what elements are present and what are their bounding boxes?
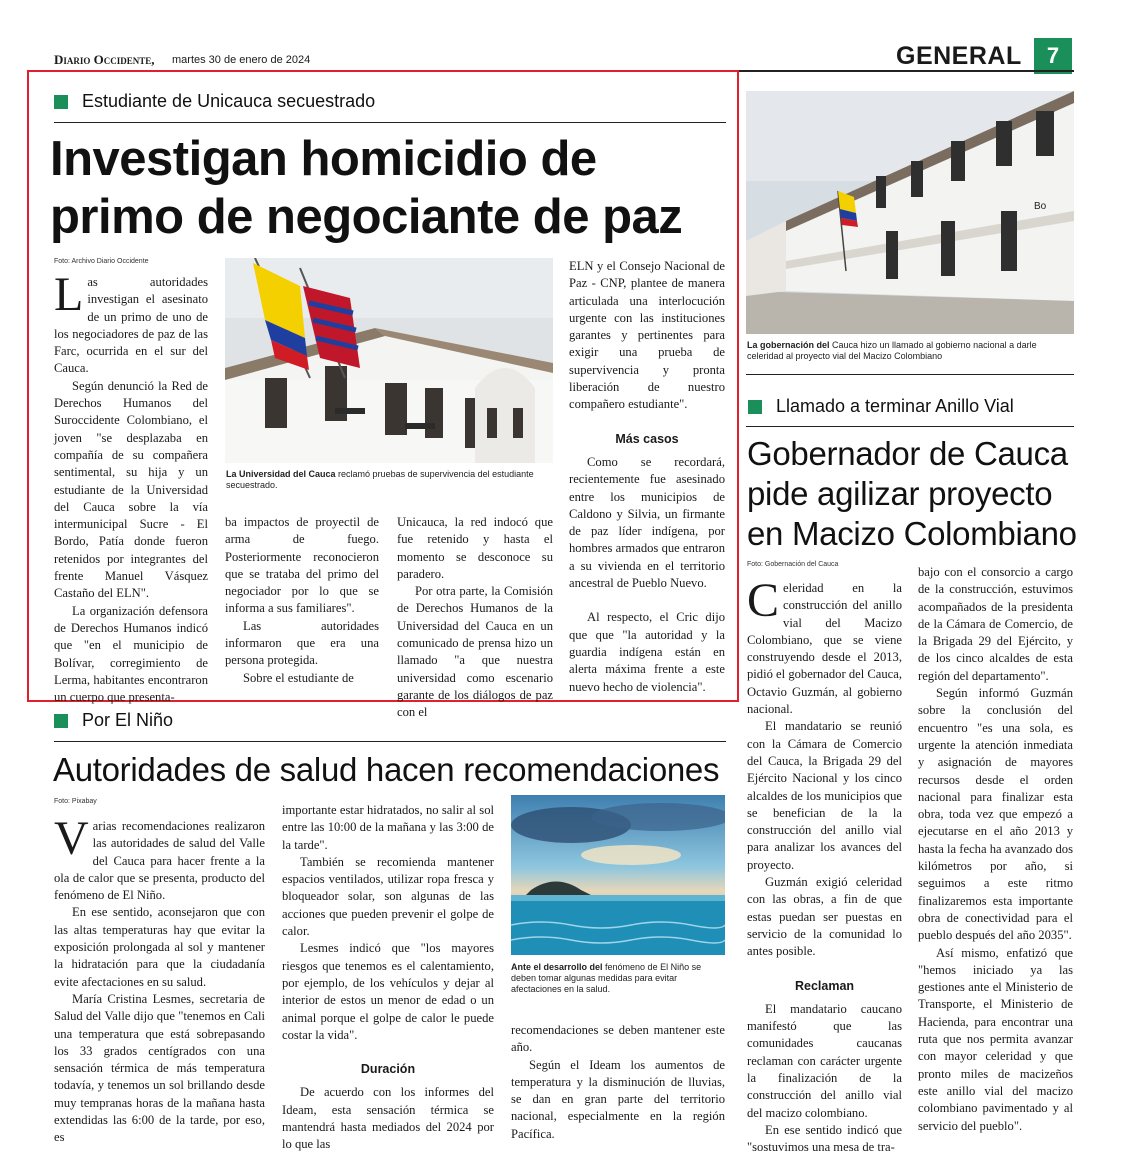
story1-caption-text: reclamó pruebas de supervivencia del estudiante secuestrado. xyxy=(226,469,534,490)
story1-headline-line2: primo de negociante de paz xyxy=(50,190,683,244)
story3-kicker-label: Llamado a terminar Anillo Vial xyxy=(776,396,1014,416)
story1-kicker xyxy=(54,91,375,112)
story2-headline: Autoridades de salud hacen recomendaciones xyxy=(53,751,720,788)
story1-col1-p2: Según denunció la Red de Derechos Humanos del Suroccidente Colombiano, el joven "se desplazaba en compañía de su compañera sentimental, su hija y un estudiante de la Universidad del Cauca sobre la vía intermunicipal Sucre - El Bordo, Patía donde fueron retenidos por integrantes del frente Manuel Vásquez Castaño del ELN". xyxy=(54,378,208,601)
story1-col4-p2: Al respecto, el Cric dijo que que "la autoridad y la guardia indígena están en alerta máxima frente a este nuevo hecho de violencia". xyxy=(569,610,725,694)
story2-col1 xyxy=(54,812,265,1147)
masthead xyxy=(54,42,1074,72)
story2-photo-credit: Foto: Pixabay xyxy=(54,798,97,805)
story3-col1-p2: El mandatario se reunió con la Cámara de Comercio del Cauca, la Brigada 29 del Ejército Nacional y los cinco alcaldes de los municipios que se benefician de la la construcción del anillo vial para analizar los avances del proyecto. xyxy=(747,719,902,872)
story1-col4-top: ELN y el Consejo Nacional de Paz - CNP, plantee de manera articulada una interlocución urgente con las instituciones garantes y pertinentes para exigir una prueba de supervivencia y pronta liberación de nuestro compañero estudiante". xyxy=(569,259,725,412)
story2-col2 xyxy=(282,802,494,1154)
story2-col2-p3: Lesmes indicó que "los mayores riesgos que tenemos es el calentamiento, por ejemplo, de los vehículos y dejar al interior de estos un menor de edad o un animal porque el golpe de calor le puede costar la vida". xyxy=(282,941,494,1042)
story3-drop-cap: C xyxy=(747,574,780,627)
story3-headline: Gobernador de Cauca pide agilizar proyecto en Macizo Colombiano xyxy=(747,435,1077,552)
story3-col2-p2: Según informó Guzmán sobre la conclusión del encuentro "es una sola, es urgente la atención inmediata y asignación de mayores recursos desde el orden nacional para finalizar esta obra, toda vez que empezó a ejecutarse en el año 2013 y hasta la fecha ha avanzado dos kilómetros por año, si seguimos a este ritmo finalizaremos esta importante obra de conectividad para el pueblo después del año 2035". xyxy=(918,686,1073,943)
story1-col3 xyxy=(397,514,553,722)
story2-col2-p2: También se recomienda mantener espacios ventilados, utilizar ropa fresca y bloqueador solar, son algunas de las acciones que pueden prevenir el golpe de calor. xyxy=(282,854,494,939)
building-sign-text: Bo xyxy=(1034,201,1047,212)
story3-col1 xyxy=(747,574,902,1157)
story3-col1-p5: En ese sentido indicó que "sostuvimos una mesa de tra- xyxy=(747,1122,902,1155)
story1-subhead: Más casos xyxy=(615,431,679,446)
story3-photo-credit: Foto: Gobernación del Cauca xyxy=(747,561,839,568)
story1-col2-p3: Sobre el estudiante de xyxy=(243,670,354,685)
story2-caption-lead: Ante el desarrollo del xyxy=(511,962,603,972)
kicker-square-icon xyxy=(748,400,762,414)
story3-caption xyxy=(747,340,1075,362)
story3-col1-p3: Guzmán exigió celeridad con las obras, a fin de que estas puedan ser puestas en servicio de la comunidad lo antes posible. xyxy=(747,875,902,959)
university-building-image xyxy=(225,258,553,463)
story3-kicker xyxy=(748,396,1014,417)
story2-kicker-rule xyxy=(54,741,726,742)
story1-col3-p2: Por otra parte, la Comisión de Derechos Humanos de la Universidad del Cauca en un comunicado de prensa hizo un llamado "a que nuestra universidad como escenario garante de los diálogos de paz con el xyxy=(397,584,553,720)
story2-col1-p1: arias recomendaciones realizaron las autoridades de salud del Valle del Cauca para hacer frente a la ola de calor que se presenta, producto del fenómeno de El Niño. xyxy=(54,819,265,903)
story1-headline xyxy=(50,130,740,246)
story2-caption xyxy=(511,962,725,995)
paper-name: Diario Occidente, xyxy=(54,52,155,67)
story3-col1-p4: El mandatario caucano manifestó que las comunidades caucanas reclaman con carácter urgente la finalización de la construcción del anillo vial del macizo colombiano. xyxy=(747,1001,902,1120)
story2-col1-p2: En ese sentido, aconsejaron que con las altas temperaturas hay que evitar la exposición prolongada al sol y mantener la hidratación para que la ciudadanía evite afectaciones en su salud. xyxy=(54,905,265,989)
governorate-building-image xyxy=(746,91,1074,334)
story3-col2 xyxy=(918,564,1073,1135)
story2-kicker-label: Por El Niño xyxy=(82,710,174,730)
story3-caption-lead: La gobernación del xyxy=(747,340,830,350)
story1-headline-line1: Investigan homicidio de xyxy=(50,132,597,186)
story3-col2-p1: bajo con el consorcio a cargo de la construcción, estuvimos acompañados de la presidenta de la Cámara de Comercio, de la Brigada 29 del Ejército, y de los cinco alcaldes de esta región del departamento". xyxy=(918,565,1073,683)
story1-col4 xyxy=(569,258,725,696)
story1-caption-lead: La Universidad del Cauca xyxy=(226,469,336,479)
story2-col2-p4: De acuerdo con los informes del Ideam, esta sensación térmica se mantendrá hasta mediados del 2024 por lo que las xyxy=(282,1085,494,1152)
page-number: 7 xyxy=(1034,38,1072,74)
story2-col3 xyxy=(511,1022,725,1143)
story1-photo-credit: Foto: Archivo Diario Occidente xyxy=(54,258,149,265)
story1-photo xyxy=(225,258,553,463)
story1-col1 xyxy=(54,268,208,706)
story1-col4-p1: Como se recordará, recientemente fue asesinado entre los municipios de Caldono y Silvia, un firmante de paz líder indígena, por hombres armados que entraron a su vivienda en el territorio ancestral de Pueblo Nuevo. xyxy=(569,454,725,591)
story2-caption-text: fenómeno de El Niño se deben tomar algunas medidas para evitar afectaciones en la salud. xyxy=(511,962,702,994)
story3-photo xyxy=(746,91,1074,334)
story2-subhead: Duración xyxy=(360,1062,416,1077)
story2-drop-cap: V xyxy=(54,812,89,865)
story2-col3-p1: recomendaciones se deben mantener este año. xyxy=(511,1023,725,1055)
story3-subhead: Reclaman xyxy=(794,978,855,993)
story1-col2 xyxy=(225,514,379,687)
story1-col2-p2: Las autoridades informaron que era una persona protegida. xyxy=(225,618,379,668)
story1-caption xyxy=(226,469,554,491)
story1-col1-p1: as autoridades investigan el asesinato de un primo de uno de los negociadores de paz de las Farc, ocurrida en el sur del Cauca. xyxy=(54,275,208,376)
story1-kicker-label: Estudiante de Unicauca secuestrado xyxy=(82,91,376,111)
story1-kicker-rule xyxy=(54,122,726,123)
story2-kicker xyxy=(54,710,173,731)
story1-col1-p3: La organización defensora de Derechos Humanos indicó que "en el municipio de Bolívar, corregimiento de Lerma, habitantes encontraron un cuerpo que presenta- xyxy=(54,603,208,705)
story3-col1-p1: eleridad en la construcción del anillo vial del Macizo Colombiano, que se viene construyendo desde el 2013, pidió el gobernador del Cauca, Octavio Guzmán, al gobierno nacional. xyxy=(747,581,902,717)
story3-kicker-rule xyxy=(746,426,1074,427)
story2-col1-p3: María Cristina Lesmes, secretaria de Salud del Valle dijo que "tenemos en Cali una temperatura que está sobrepasando los 33 grados centígrados con una sensación térmica de más temperatura todavía, y tenemos un sol brillando desde muy tempranas horas de la mañana hasta extendidas las 6:00 de la tarde, por eso, es xyxy=(54,991,265,1145)
story1-col3-p1: Unicauca, la red indocó que fue retenido y hasta el momento se desconoce su paradero. xyxy=(397,515,553,581)
date-line: martes 30 de enero de 2024 xyxy=(172,54,311,66)
section-name: GENERAL xyxy=(896,42,1022,70)
story2-col3-p2: Según el Ideam los aumentos de temperatura y la disminución de lluvias, se dan en gran parte del territorio nacional, especialmente en la región Pacífica. xyxy=(511,1057,725,1141)
story2-photo xyxy=(511,795,725,955)
kicker-square-icon xyxy=(54,95,68,109)
story3-caption-text: Cauca hizo un llamado al gobierno nacional a darle celeridad al proyecto vial del Macizo Colombiano xyxy=(747,340,1037,361)
sunset-sea-image xyxy=(511,795,725,955)
story2-col2-p1: importante estar hidratados, no salir al sol entre las 10:00 de la mañana y las 3:00 de la tarde". xyxy=(282,803,494,852)
story3-col2-p3: Así mismo, enfatizó que "hemos iniciado ya las gestiones ante el Ministerio de Transporte, el Ministerio de Hacienda, para encontrar una ruta que nos permita avanzar con mayor celeridad y que pronto miles de macizeños este anillo vial del macizo colombiano pavimentado y al servicio del pueblo". xyxy=(918,945,1073,1133)
story3-top-rule xyxy=(746,374,1074,375)
story1-drop-cap: L xyxy=(54,268,84,321)
story1-col2-p1: ba impactos de proyectil de arma de fuego. Posteriormente reconocieron que se trataba del primo del negociador por lo que se informa a sus familiares". xyxy=(225,515,379,616)
kicker-square-icon xyxy=(54,714,68,728)
